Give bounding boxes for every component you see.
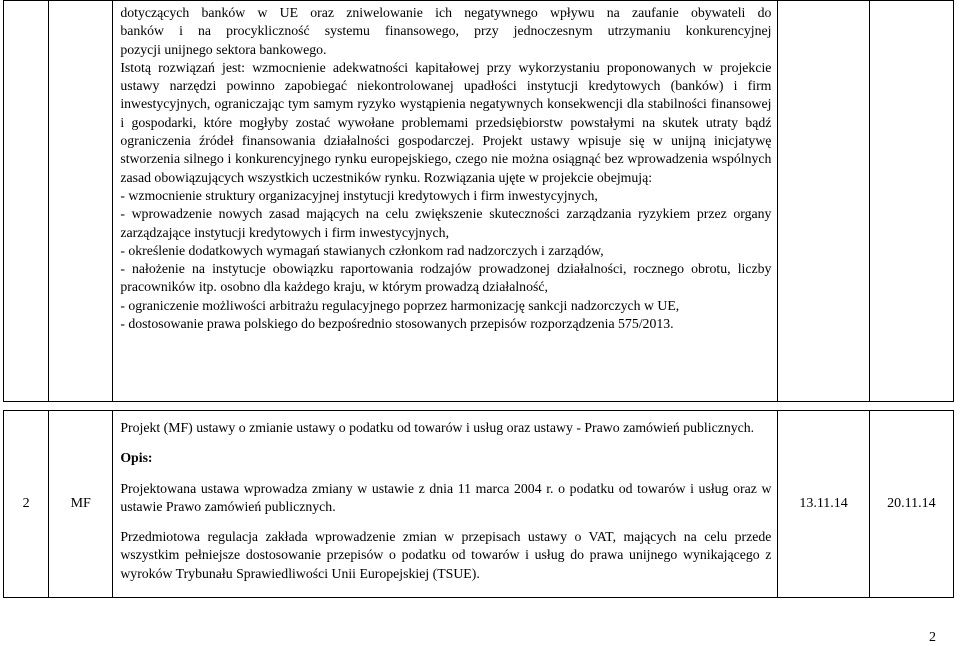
page-number: 2 (929, 630, 936, 645)
table-row (4, 411, 954, 598)
row1-list-item: - ograniczenie możliwości arbitrażu regulacyjnego poprzez harmonizację sankcji nadzorczych w UE, (120, 297, 680, 313)
row1-content-cell (113, 1, 778, 402)
row2-date-deadline: 20.11.14 (869, 411, 953, 598)
row1-list-item: - wzmocnienie struktury organizacyjnej instytucji kredytowych i firm inwestycyjnych, (120, 187, 598, 203)
document-table (3, 0, 954, 598)
row1-list-item: - określenie dodatkowych wymagań stawianych członkom rad nadzorczych i zarządów, (120, 242, 604, 258)
table-row (4, 1, 954, 402)
row1-date1-cell (778, 1, 869, 402)
row1-line: pozycji unijnego sektora bankowego. (120, 41, 327, 57)
row1-list-item: - wprowadzenie nowych zasad mających na celu zwiększenie skuteczności zarządzania ryzykiem przez organy zarządzające instytucji kredytowych i firm inwestycyjnych, (120, 206, 772, 240)
opis-label: Opis: (120, 450, 153, 466)
row2-ministry-cell: MF (49, 411, 113, 598)
row1-list-item: - dostosowanie prawa polskiego do bezpośrednio stosowanych przepisów rozporządzenia 575/2013. (120, 316, 674, 332)
row1-number-cell (4, 1, 49, 402)
row2-content-cell (113, 411, 778, 598)
row2-paragraph: Projektowana ustawa wprowadza zmiany w ustawie z dnia 11 marca 2004 r. o podatku od towarów i usług oraz w ustawie Prawo zamówień publicznych. (120, 480, 772, 514)
row1-line: banków i na procykliczność systemu finansowego, przy jednoczesnym utrzymaniu konkurencyjnej (120, 23, 772, 39)
row2-paragraph: Przedmiotowa regulacja zakłada wprowadzenie zmian w przepisach ustawy o VAT, mających na celu przede wszystkim pełniejsze dostosowanie przepisów o podatku od towarów i usług do prawa unijnego wynikającego z wyroków Trybunału Sprawiedliwości Unii Europejskiej (TSUE). (120, 529, 772, 581)
row2-date-submitted: 13.11.14 (778, 411, 869, 598)
row1-list-item: - nałożenie na instytucje obowiązku raportowania rodzajów prowadzonej działalności, rocznego obrotu, liczby pracowników itp. osobno dla każdego kraju, w którym prowadzą działalność, (120, 261, 772, 295)
row2-number-cell: 2 (4, 411, 49, 598)
row1-paragraph: Istotą rozwiązań jest: wzmocnienie adekwatności kapitałowej przy wykorzystaniu proponowanych w projekcie ustawy narzędzi powinno zapobiegać niekontrolowanej upadłości instytucji kredytowych (banków) i firm inwestycyjnych, ograniczając tym samym ryzyko wystąpienia negatywnych konsekwencji dla stabilności finansowej i gospodarki, które mogłyby zostać wywołane problemami przedsiębiorstw powstałymi na skutek utraty bądź ograniczenia źródeł finansowania działalności gospodarczej. Projekt ustawy wpisuje się w unijną inicjatywę stworzenia silnego i konkurencyjnego rynku europejskiego, czego nie można osiągnąć bez wprowadzenia wspólnych zasad obowiązujących wszystkich uczestników rynku. Rozwiązania ujęte w projekcie obejmują: (120, 59, 772, 185)
row1-line: dotyczących banków w UE oraz zniwelowanie ich negatywnego wpływu na zaufanie obywateli do (120, 5, 772, 20)
row1-ministry-cell (49, 1, 113, 402)
row1-date2-cell (869, 1, 953, 402)
row2-title: Projekt (MF) ustawy o zmianie ustawy o podatku od towarów i usług oraz ustawy - Prawo zamówień publicznych. (120, 420, 755, 435)
